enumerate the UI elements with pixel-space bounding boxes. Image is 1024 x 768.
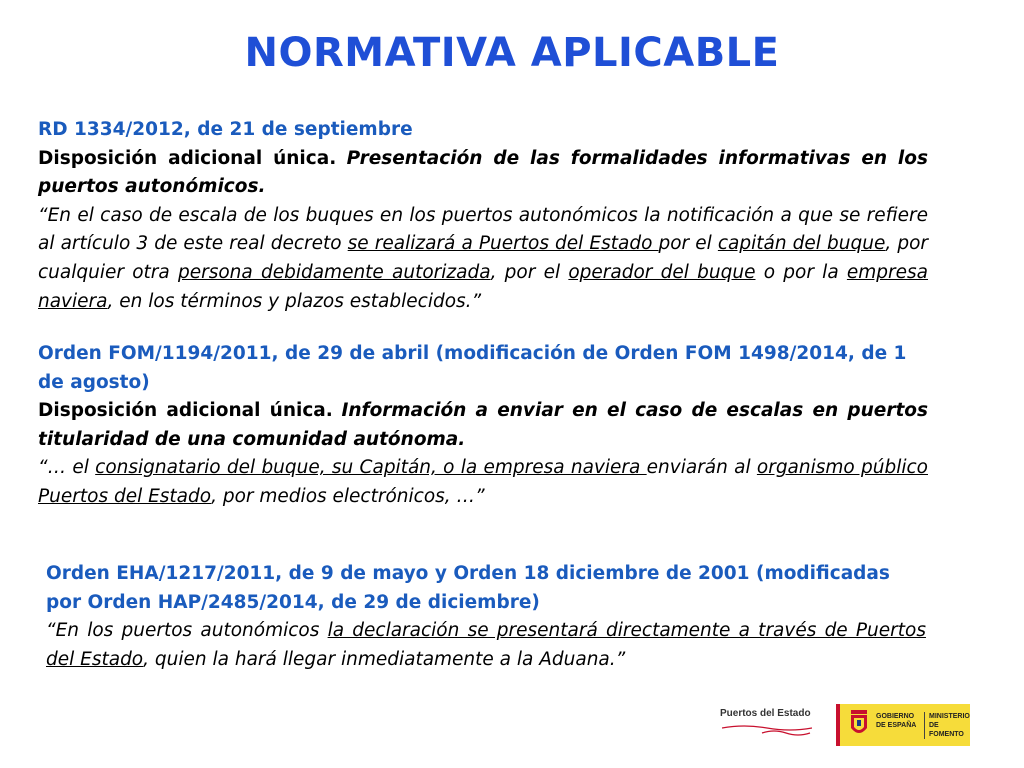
gobierno-espana-logo (836, 704, 970, 746)
disposicion-label: Disposición adicional única. (38, 147, 337, 169)
ministerio-text: MINISTERIO DE FOMENTO (924, 712, 970, 739)
puertos-del-estado-wave-icon (722, 724, 812, 738)
disposicion-title: Presentación de las formalidades informativas en los puertos autonómicos. (38, 147, 928, 198)
quote-text: “… el consignatario del buque, su Capitán, o la empresa naviera enviarán al organismo público Puertos del Estado, por medios electrónicos, …” (38, 457, 928, 507)
section-heading: RD 1334/2012, de 21 de septiembre (38, 119, 413, 140)
page-title: NORMATIVA APLICABLE (244, 30, 780, 76)
disposicion-line (38, 145, 928, 202)
section-orden-fom-1194-2011 (38, 340, 928, 512)
section-orden-eha-1217-2011 (46, 560, 926, 674)
quote-text: “En los puertos autonómicos la declaración se presentará directamente a través de Puertos del Estado, quien la hará llegar inmediatamente a la Aduana.” (46, 620, 926, 670)
disposicion-label: Disposición adicional única. (38, 400, 333, 422)
disposicion-line (38, 397, 928, 454)
gobierno-text: GOBIERNO DE ESPAÑA (876, 713, 917, 729)
section-heading: Orden EHA/1217/2011, de 9 de mayo y Orden 18 diciembre de 2001 (modificadas por Orden HAP/2485/2014, de 29 de diciembre) (46, 563, 890, 613)
puertos-del-estado-logo: Puertos del Estado (720, 708, 811, 719)
section-heading: Orden FOM/1194/2011, de 29 de abril (modificación de Orden FOM 1498/2014, de 1 de agosto) (38, 343, 907, 393)
section-rd-1334-2012 (38, 116, 928, 316)
coat-of-arms-icon (848, 708, 870, 740)
quote-text: “En el caso de escala de los buques en los puertos autonómicos la notificación a que se refiere al artículo 3 de este real decreto se realizará a Puertos del Estado por el capitán del buque, por cualquier otra persona debidamente autorizada, por el operador del buque o por la empresa naviera, en los términos y plazos establecidos.” (38, 204, 929, 312)
footer-logos (700, 700, 990, 750)
disposicion-title: Información a enviar en el caso de escalas en puertos titularidad de una comunidad autónoma. (38, 400, 929, 450)
